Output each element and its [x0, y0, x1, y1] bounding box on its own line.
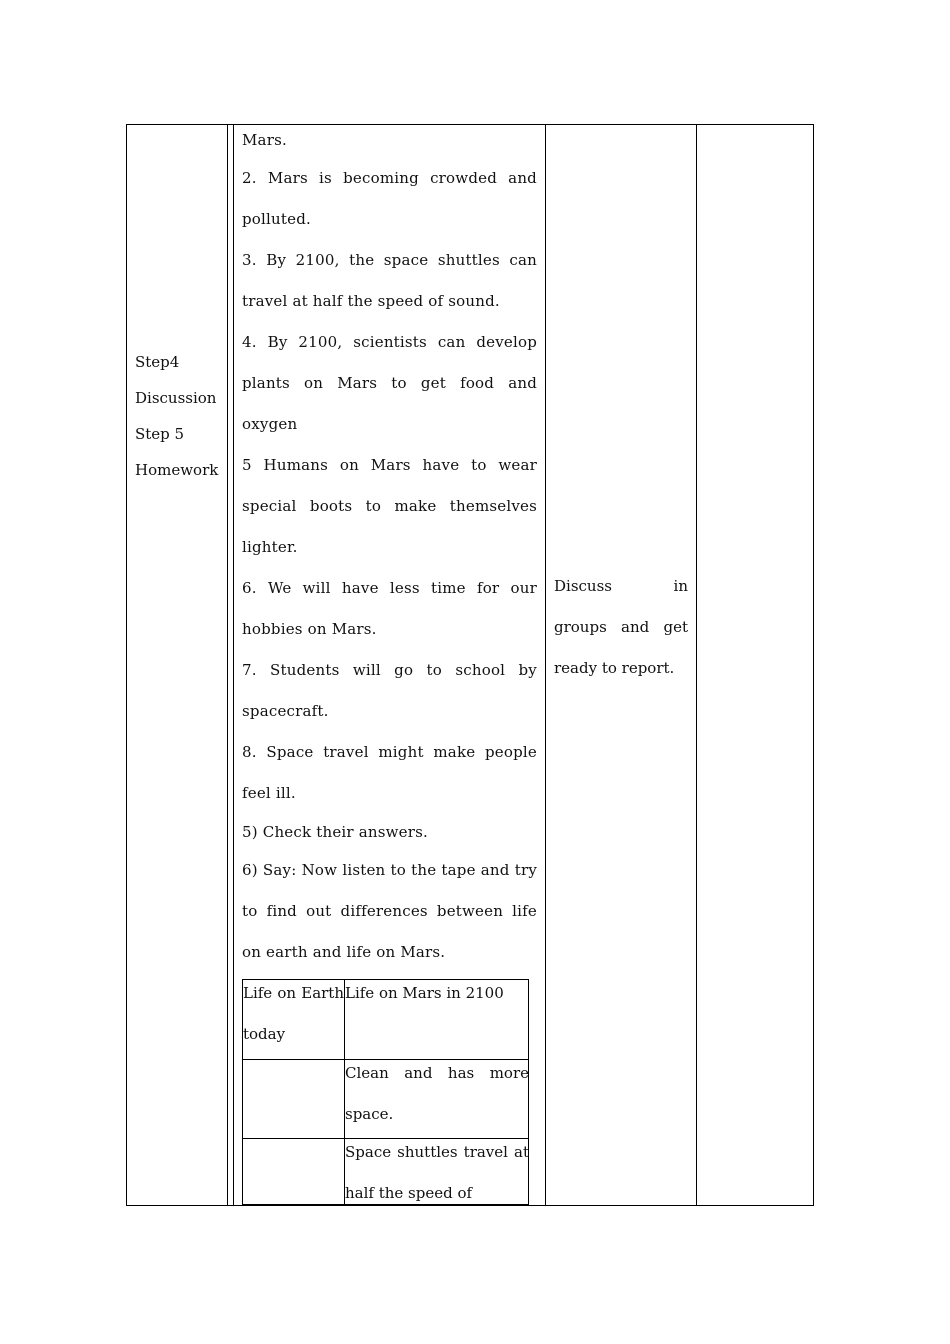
step5-title: Homework [135, 461, 219, 479]
steps-column [135, 344, 227, 488]
table-divider-content [233, 124, 234, 1206]
content-line: 8. Space travel might make people feel ill. [242, 743, 537, 802]
content-line: 2. Mars is becoming crowded and polluted. [242, 169, 537, 228]
table-divider-step [227, 124, 228, 1206]
step4-title: Discussion [135, 389, 217, 407]
table-divider-notes [696, 124, 697, 1206]
content-line: 6) Say: Now listen to the tape and try to find out differences between life on earth and life on Mars. [242, 861, 537, 961]
row1-mars: Clean and has more space. [345, 1064, 529, 1123]
content-line: 5 Humans on Mars have to wear special boots to make themselves lighter. [242, 456, 537, 556]
lesson-content [242, 122, 537, 973]
student-activity: Discuss in groups and get ready to report. [554, 577, 688, 677]
content-line: 7. Students will go to school by spacecraft. [242, 661, 537, 720]
content-line: Mars. [242, 131, 287, 149]
step5-label: Step 5 [135, 425, 185, 443]
row2-mars: Space shuttles travel at half the speed of [345, 1143, 529, 1202]
table-divider-activity [545, 124, 546, 1206]
content-line: 3. By 2100, the space shuttles can travel at half the speed of sound. [242, 251, 537, 310]
step4-label: Step4 [135, 353, 180, 371]
content-line: 4. By 2100, scientists can develop plants on Mars to get food and oxygen [242, 333, 537, 433]
header-mars-2100: Life on Mars in 2100 [345, 984, 504, 1002]
comparison-row-divider [243, 1204, 528, 1205]
content-line: 6. We will have less time for our hobbies on Mars. [242, 579, 537, 638]
content-line: 5) Check their answers. [242, 823, 428, 841]
comparison-table [242, 979, 529, 1206]
header-earth-today: Life on Earth today [243, 984, 344, 1043]
